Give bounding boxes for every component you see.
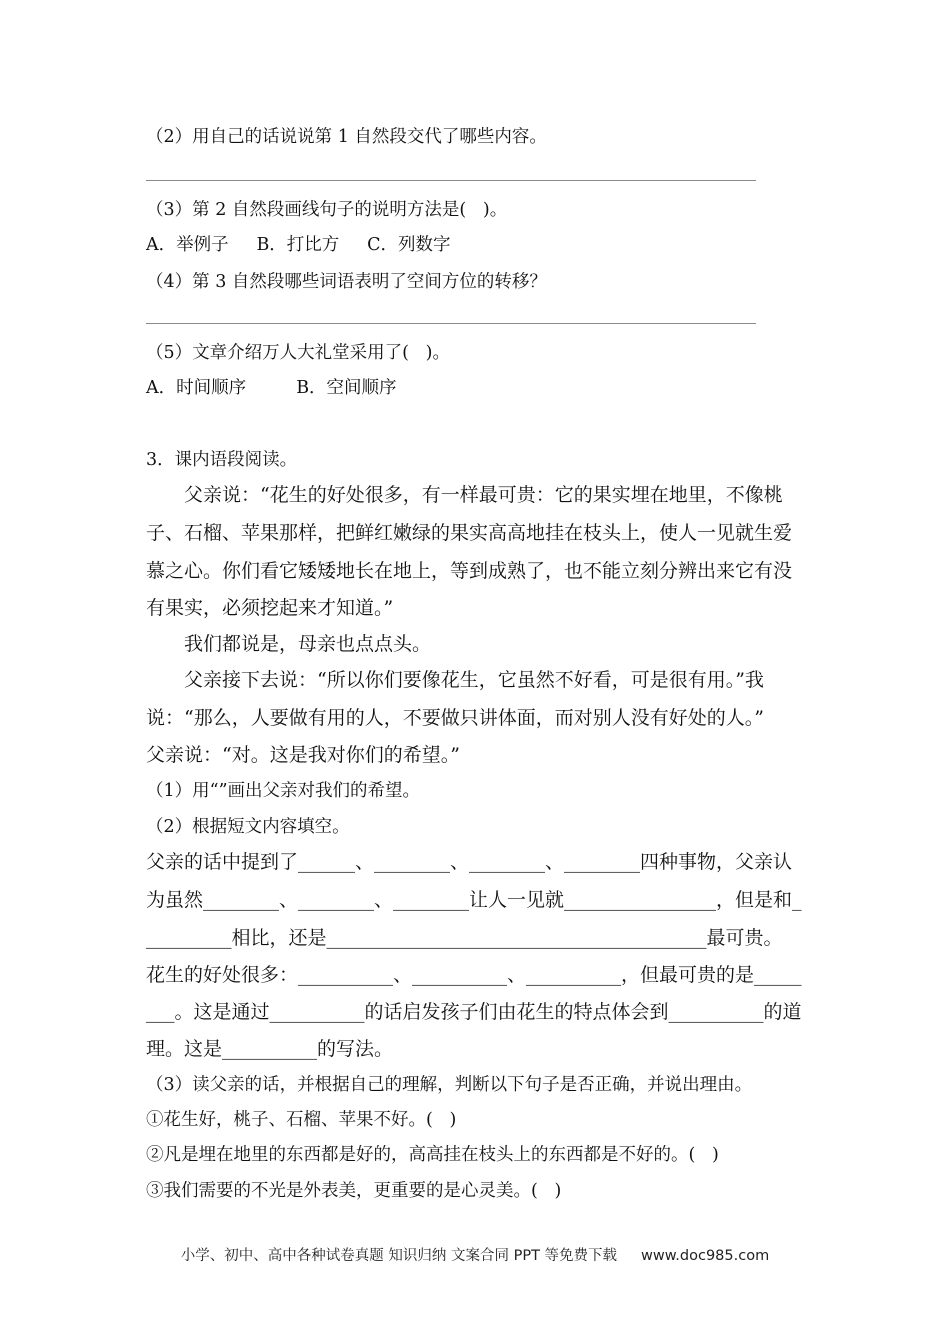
answer-line	[146, 180, 756, 181]
fill-blank-line: 理。这是__________的写法。	[146, 1038, 394, 1060]
footer-text: 小学、初中、高中各种试卷真题 知识归纳 文案合同 PPT 等免费下载	[180, 1248, 618, 1264]
section-3-title: 3．课内语段阅读。	[146, 450, 298, 470]
question-3-2: （2）根据短文内容填空。	[146, 817, 350, 837]
question-2-3-options: A．举例子 B．打比方 C．列数字	[146, 235, 451, 255]
answer-line	[146, 323, 756, 324]
question-2-5-options: A．时间顺序 B．空间顺序	[146, 378, 397, 398]
passage-line: 慕之心。你们看它矮矮地长在地上，等到成熟了，也不能立刻分辨出来它有没	[146, 560, 793, 582]
fill-blank-line: ___。这是通过__________的话启发孩子们由花生的特点体会到__________的道	[146, 1001, 802, 1023]
page-footer	[0, 1244, 950, 1265]
question-2-2: （2）用自己的话说说第 1 自然段交代了哪些内容。	[146, 127, 547, 147]
passage-line: 父亲说：“花生的好处很多，有一样最可贵：它的果实埋在地里，不像桃	[184, 484, 783, 506]
judgement-1: ①花生好，桃子、石榴、苹果不好。( )	[146, 1110, 457, 1130]
passage-line: 父亲接下去说：“所以你们要像花生，它虽然不好看，可是很有用。”我	[184, 669, 764, 691]
question-3-1: （1）用“”画出父亲对我们的希望。	[146, 781, 421, 801]
fill-blank-line: 花生的好处很多：__________、__________、__________，但最可贵的是_____	[146, 964, 802, 986]
passage-line: 子、石榴、苹果那样，把鲜红嫩绿的果实高高地挂在枝头上，使人一见就生爱	[146, 522, 793, 544]
judgement-3: ③我们需要的不光是外表美，更重要的是心灵美。( )	[146, 1181, 562, 1201]
question-2-5: （5）文章介绍万人大礼堂采用了( )。	[146, 343, 450, 363]
fill-blank-line: 父亲的话中提到了______、________、________、________四种事物，父亲认	[146, 851, 793, 873]
question-2-3: （3）第 2 自然段画线句子的说明方法是( )。	[146, 200, 508, 220]
passage-line: 有果实，必须挖起来才知道。”	[146, 597, 394, 619]
question-3-3: （3）读父亲的话，并根据自己的理解，判断以下句子是否正确，并说出理由。	[146, 1075, 753, 1095]
fill-blank-line: _________相比，还是________________________________________最可贵。	[146, 927, 783, 949]
passage-line: 说：“那么，人要做有用的人，不要做只讲体面，而对别人没有好处的人。”	[146, 707, 764, 729]
fill-blank-line: 为虽然________、________、________让人一见就________________，但是和_	[146, 889, 802, 911]
passage-line: 我们都说是，母亲也点点头。	[184, 633, 432, 655]
footer-url[interactable]: www.doc985.com	[641, 1248, 770, 1264]
passage-line: 父亲说：“对。这是我对你们的希望。”	[146, 744, 460, 766]
judgement-2: ②凡是埋在地里的东西都是好的，高高挂在枝头上的东西都是不好的。( )	[146, 1145, 719, 1165]
question-2-4: （4）第 3 自然段哪些词语表明了空间方位的转移？	[146, 272, 547, 292]
